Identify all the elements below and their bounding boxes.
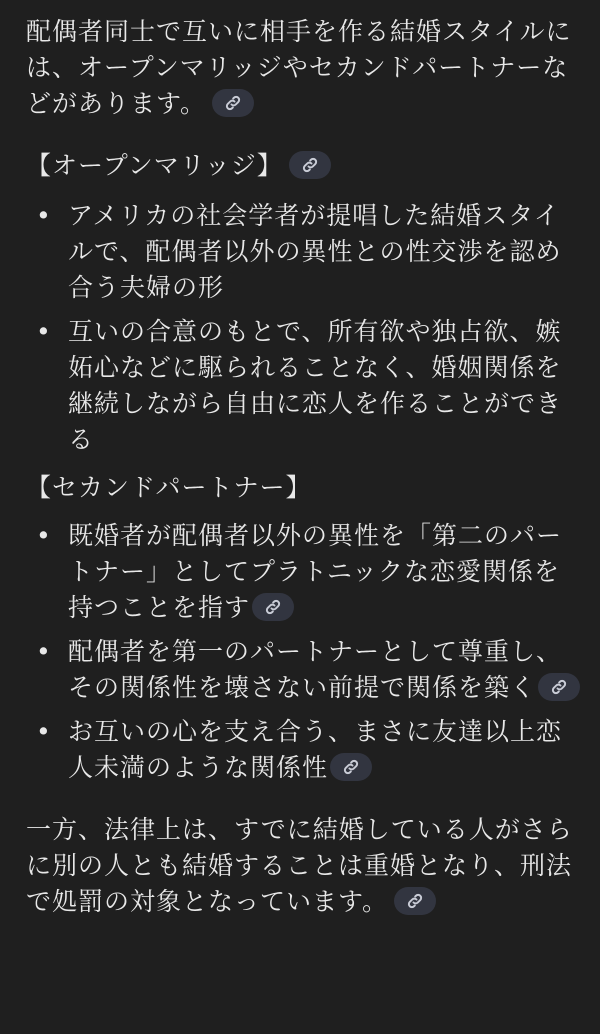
link-icon	[264, 598, 282, 616]
section-heading-open-marriage	[26, 148, 582, 184]
list-item-text: 互いの合意のもとで、所有欲や独占欲、嫉妬心などに駆られることなく、婚姻関係を継続しながら自由に恋人を作ることができる	[68, 317, 563, 454]
link-icon	[342, 758, 360, 776]
list-item	[26, 518, 582, 626]
list-item-text: アメリカの社会学者が提唱した結婚スタイルで、配偶者以外の異性との性交渉を認め合う夫婦の形	[68, 201, 562, 302]
source-link-chip[interactable]	[289, 151, 331, 179]
list-item-text: お互いの心を支え合う、まさに友達以上恋人未満のような関係性	[68, 717, 563, 782]
bullet: •	[36, 521, 52, 550]
heading-text: 【セカンドパートナー】	[26, 473, 312, 502]
source-link-chip[interactable]	[212, 89, 254, 117]
list-item-text: 配偶者を第一のパートナーとして尊重し、その関係性を壊さない前提で関係を築く	[68, 637, 563, 702]
intro-text: 配偶者同士で互いに相手を作る結婚スタイルには、オープンマリッジやセカンドパートナーなどがあります。	[26, 17, 572, 118]
link-icon	[550, 678, 568, 696]
link-icon	[301, 156, 319, 174]
response-content	[26, 14, 582, 920]
bullet: •	[36, 201, 52, 230]
bullet: •	[36, 717, 52, 746]
source-link-chip[interactable]	[330, 753, 372, 781]
link-icon	[406, 892, 424, 910]
intro-paragraph	[26, 14, 582, 122]
list-item	[26, 634, 582, 706]
list-item	[26, 314, 582, 458]
open-marriage-list	[26, 198, 582, 458]
source-link-chip[interactable]	[538, 673, 580, 701]
outro-paragraph	[26, 812, 582, 920]
outro-text: 一方、法律上は、すでに結婚している人がさらに別の人とも結婚することは重婚となり、刑法で処罰の対象となっています。	[26, 815, 573, 916]
section-heading-second-partner	[26, 470, 582, 506]
list-item	[26, 198, 582, 306]
source-link-chip[interactable]	[394, 887, 436, 915]
second-partner-list	[26, 518, 582, 786]
heading-text: 【オープンマリッジ】	[26, 151, 283, 180]
list-item-text: 既婚者が配偶者以外の異性を「第二のパートナー」としてプラトニックな恋愛関係を持つことを指す	[68, 521, 563, 622]
link-icon	[224, 94, 242, 112]
bullet: •	[36, 637, 52, 666]
bullet: •	[36, 317, 52, 346]
list-item	[26, 714, 582, 786]
source-link-chip[interactable]	[252, 593, 294, 621]
